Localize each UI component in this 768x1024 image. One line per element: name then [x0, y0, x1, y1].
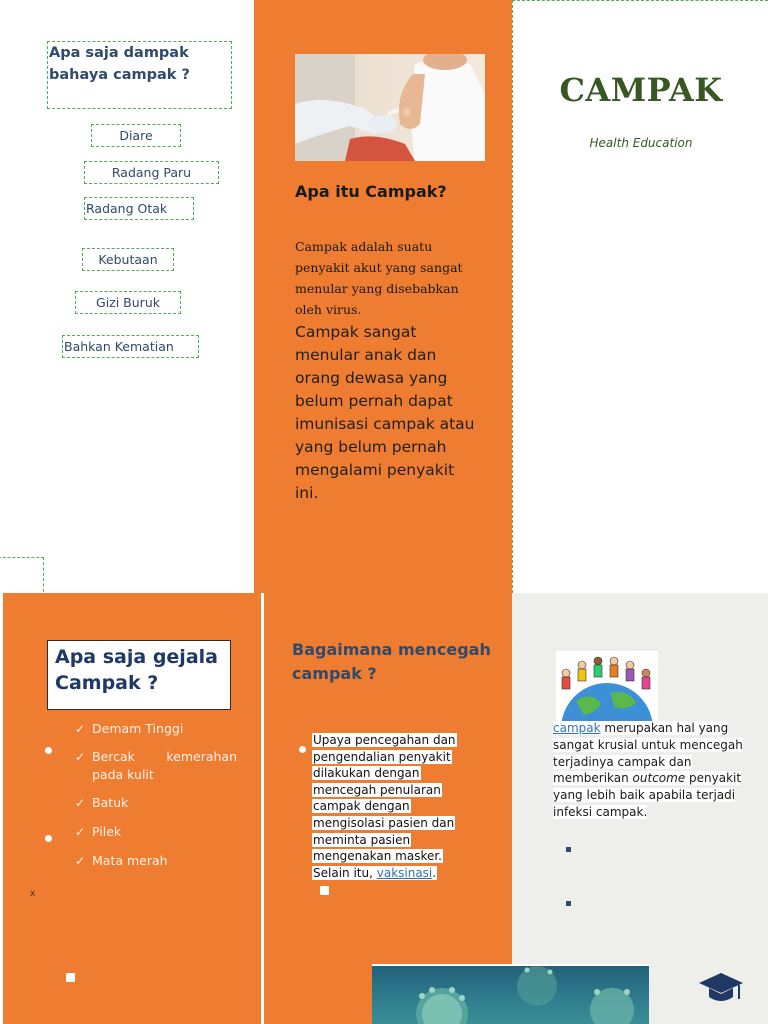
vaccination-paragraph: campak merupakan hal yang sangat krusial untuk mencegah terjadinya campak dan memberikan outcome penyakit yang lebih baik apabila terjadi infeksi campak. — [553, 721, 743, 819]
symptoms-question: Apa saja gejala Campak ? — [47, 640, 231, 710]
effect-item: Diare — [91, 124, 181, 147]
panel-prevention — [264, 593, 512, 1024]
check-icon: ✓ — [75, 825, 86, 839]
contagion-text: Campak sangat menular anak dan orang dewasa yang belum pernah dapat imunisasi campak atau yang belum pernah mengalami penyakit ini. — [295, 323, 475, 502]
symptom-item: ✓ Mata merah — [75, 853, 168, 868]
effect-item: Gizi Buruk — [75, 291, 181, 314]
cover-title: CAMPAK — [559, 71, 723, 109]
check-icon: ✓ — [75, 750, 86, 764]
symptom-item: ✓ Bercak kemerahan pada kulit — [75, 749, 237, 782]
bullet-dot — [45, 747, 52, 754]
check-icon: ✓ — [75, 722, 86, 736]
panel-symptoms — [3, 593, 261, 1024]
virus-image — [372, 964, 649, 1024]
panel-vaccination-info — [512, 593, 768, 1024]
check-icon: ✓ — [75, 854, 86, 868]
cover-subtitle: Health Education — [589, 136, 693, 150]
campak-link[interactable]: campak — [553, 721, 601, 735]
effect-item: Radang Paru — [84, 161, 219, 184]
bullet-dot — [45, 835, 52, 842]
panel-impacts — [0, 0, 254, 593]
stray-mark: x — [30, 889, 36, 899]
prevention-text: Upaya pencegahan dan pengendalian penyakit dilakukan dengan mencegah penularan campak dengan mengisolasi pasien dan meminta pasien mengenakan masker. Selain itu, vaksinasi. — [313, 733, 456, 880]
vaccination-photo — [295, 54, 485, 161]
symptom-item: ✓ Pilek — [75, 824, 122, 839]
impacts-question: Apa saja dampak bahaya campak ? — [47, 41, 232, 109]
symptom-item: ✓ Demam Tinggi — [75, 721, 184, 736]
symptom-item: ✓ Batuk — [75, 795, 129, 810]
campak-definition: Campak adalah suatu penyakit akut yang sangat menular yang disebabkan oleh virus. — [295, 239, 463, 317]
bullet-dot — [299, 746, 306, 753]
bullet-square — [566, 847, 571, 852]
what-is-question: Apa itu Campak? — [295, 182, 447, 201]
effect-item: Radang Otak — [84, 197, 194, 220]
panel-cover — [512, 0, 768, 593]
vaccination-link[interactable]: vaksinasi — [376, 865, 433, 880]
panel-what-is-campak — [254, 0, 512, 593]
prevention-question: Bagaimana mencegah campak ? — [292, 640, 491, 683]
graduation-cap-icon — [698, 969, 744, 1009]
effect-item: Bahkan Kematian — [62, 335, 199, 358]
bullet-square — [66, 973, 75, 982]
bullet-square — [566, 901, 571, 906]
effect-item: Kebutaan — [82, 248, 174, 271]
empty-textbox — [0, 557, 44, 593]
children-globe-image — [556, 651, 658, 721]
bullet-square — [320, 886, 329, 895]
check-icon: ✓ — [75, 796, 86, 810]
